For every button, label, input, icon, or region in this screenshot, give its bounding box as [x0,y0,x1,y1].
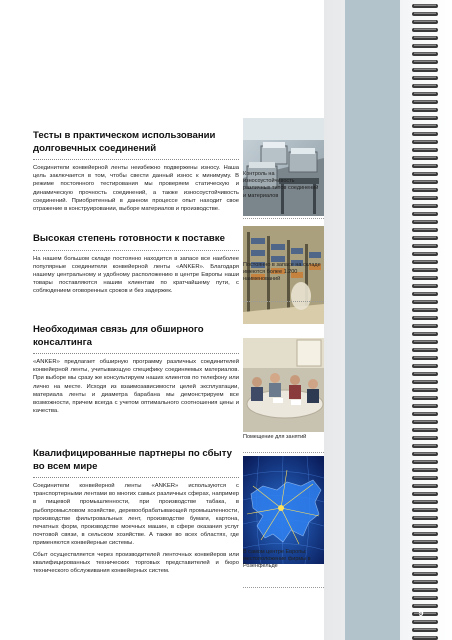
section-consulting [33,324,239,415]
photo-test-lab [243,118,324,216]
section-wear-tests [33,130,239,213]
section-body [33,358,239,415]
caption-meeting-room: Помещение для занятий [243,434,307,440]
section-availability [33,233,239,296]
image-column [243,0,324,640]
section-heading: Тесты в практическом использовании долговечных соединений [33,130,216,154]
caption-divider [243,218,324,219]
section-heading: Необходимая связь для обширного консалтинга [33,324,204,348]
caption-divider [243,587,324,588]
section-divider [33,159,239,160]
caption-test-lab: Контроль на износоустойчивость различных типов соединений и материалов [243,171,319,199]
main-text-column [33,0,239,640]
section-body [33,255,239,296]
photo-meeting-room [243,338,324,432]
blue-decor-strip [345,0,400,640]
paragraph: Сбыт осуществляется через производителей ленточных конвейеров или квалифицированных технических торговых представителей и бюро технического обслуживания конвейерных систем. [33,551,239,575]
section-heading: Высокая степень готовности к поставке [33,233,225,244]
photo-europe-map [243,456,324,564]
section-divider [33,250,239,251]
paragraph: На нашем большом складе постоянно находится в запасе все наиболее популярные соединители конвейерной ленты «ANKER». Благодаря нашему центральному и удобному расположению в центре Европы наши товары поставляются нашим клиентам по кратчайшему пути, с соблюдением оговоренных сроков и без задержек. [33,255,239,295]
paragraph: Соединители конвейерной ленты неизбежно подвержены износу. Наша цель заключается в том, чтобы свести данный износ к минимуму. В режиме постоянного тестирования мы проверяем статическую и динамическую прочность соединений, а также износоустойчивость соединений. Приобретенный в данном процессе опыт находит свое отражение в конструировании, выборе материалов и производстве. [33,165,239,213]
caption-divider [243,452,324,453]
paragraph: «ANKER» предлагает обширную программу различных соединителей конвейерной ленты, учитывающую специфику соединяемых материалов. При выборе мы сразу же консультируем наших клиентов по телефону или лично на месте. Исходя из взаимозависимости целей эксплуатации, материала ленты и диаметра барабана мы демонстрируем все возможности, причем всегда с учетом оптимального соотношения цены и качества. [33,359,239,415]
section-body [33,482,239,575]
section-body [33,164,239,213]
section-partners [33,448,239,575]
paragraph: Соединители конвейерной ленты «ANKER» используются с транспортерными лентами во многих самых различных сферах, например в пищевой промышленности, при производстве табака, в рыбопромысловом хозяйстве, деревообрабатывающей промышленности, производстве фильтровальных лент, производстве бумаги, картона, печатных форм, производстве моечных машин, в сфере оказания услуг почтовой связи, в сельском хозяйстве. А также во всех областях, где применяются конвейерные системы. [33,483,239,547]
caption-warehouse: Постоянно в запасе на складе имеются более 1.200 наименований [243,262,321,283]
section-divider [33,353,239,354]
spiral-binding [410,0,442,640]
caption-location: В самом центре Европы: местоположение фирмы в Розенфельде [243,549,311,570]
caption-divider [243,301,324,302]
section-heading: Квалифицированные партнеры по сбыту во всем мире [33,448,232,472]
page-number: 9 [418,608,424,618]
section-divider [33,477,239,478]
